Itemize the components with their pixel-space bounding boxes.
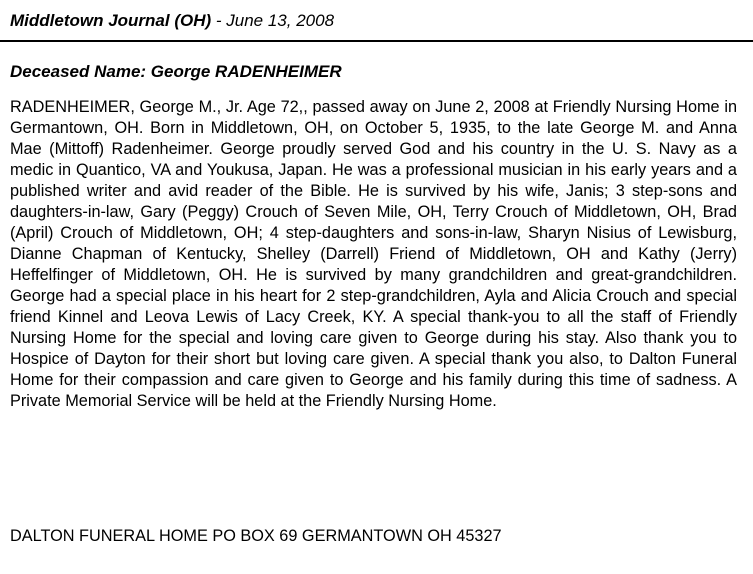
article-header bbox=[10, 10, 334, 32]
funeral-home-address: DALTON FUNERAL HOME PO BOX 69 GERMANTOWN OH 45327 bbox=[10, 527, 502, 545]
newspaper-name: Middletown Journal (OH) bbox=[10, 11, 212, 30]
publication-date: June 13, 2008 bbox=[226, 11, 335, 30]
header-divider bbox=[0, 40, 753, 42]
header-separator: - bbox=[211, 11, 227, 30]
deceased-name: Deceased Name: George RADENHEIMER bbox=[10, 62, 342, 81]
obituary-text: RADENHEIMER, George M., Jr. Age 72,, passed away on June 2, 2008 at Friendly Nursing Home in Germantown, OH. Born in Middletown, OH, on October 5, 1935, to the late George M. and Anna Mae (Mittoff) Radenheimer. George proudly served God and his country in the U. S. Navy as a medic in Quantico, VA and Youkusa, Japan. He was a professional musician in his early years and a published writer and avid reader of the Bible. He is survived by his wife, Janis; 3 step-sons and daughters-in-law, Gary (Peggy) Crouch of Seven Mile, OH, Terry Crouch of Middletown, OH, Brad (April) Crouch of Middletown, OH; 4 step-daughters and sons-in-law, Sharyn Nisius of Lewisburg, Dianne Chapman of Kentucky, Shelley (Darrell) Friend of Middletown, OH and Kathy (Jerry) Heffelfinger of Middletown, OH. He is survived by many grandchildren and great-grandchildren. George had a special place in his heart for 2 step-grandchildren, Ayla and Alicia Crouch and special friend Kinnel and Leova Lewis of Lacy Creek, KY. A special thank-you to all the staff of Friendly Nursing Home for the special and loving care given to George during his stay. Also thank you to Hospice of Dayton for their short but loving care given. A special thank you also, to Dalton Funeral Home for their compassion and care given to George and his family during this time of sadness. A Private Memorial Service will be held at the Friendly Nursing Home. bbox=[10, 98, 737, 410]
